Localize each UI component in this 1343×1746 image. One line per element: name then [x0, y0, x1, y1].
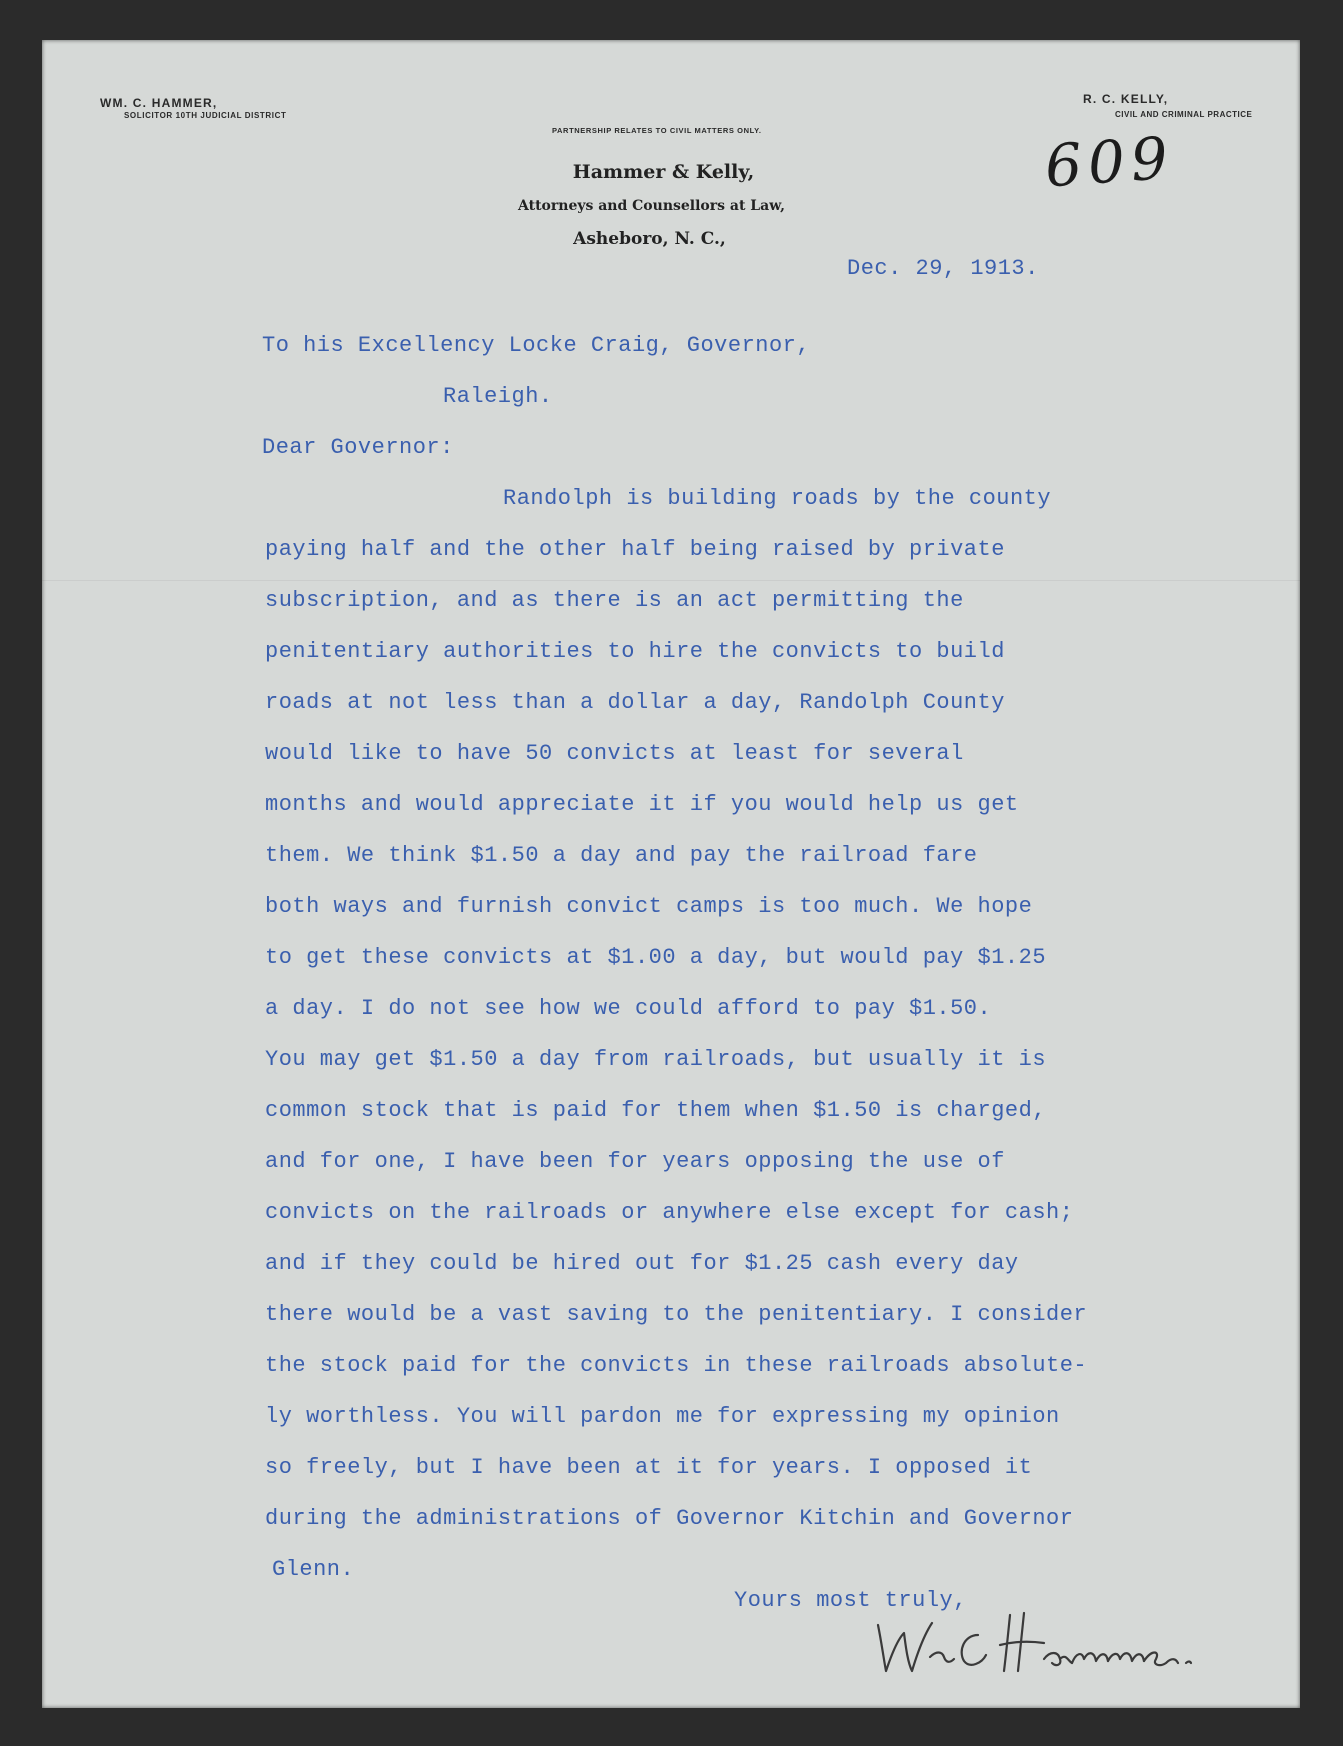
left-partner-title: SOLICITOR 10TH JUDICIAL DISTRICT: [124, 111, 287, 120]
body-line: convicts on the railroads or anywhere else except for cash;: [265, 1200, 1074, 1225]
body-line: roads at not less than a dollar a day, Randolph County: [265, 690, 1005, 715]
body-line: ly worthless. You will pardon me for expressing my opinion: [265, 1404, 1060, 1429]
handwritten-signature: [860, 1605, 1240, 1685]
handwritten-page-number: 609: [1042, 123, 1176, 201]
letter-date: Dec. 29, 1913.: [847, 256, 1039, 281]
firm-city: Asheboro, N. C.,: [573, 229, 726, 249]
body-line: a day. I do not see how we could afford to pay $1.50.: [265, 996, 992, 1021]
body-line: to get these convicts at $1.00 a day, but would pay $1.25: [265, 945, 1047, 970]
body-line: during the administrations of Governor Kitchin and Governor: [265, 1506, 1074, 1531]
body-line: common stock that is paid for them when $1.50 is charged,: [265, 1098, 1047, 1123]
body-line: them. We think $1.50 a day and pay the railroad fare: [265, 843, 978, 868]
letterhead-left: [100, 96, 286, 120]
body-line: so freely, but I have been at it for years. I opposed it: [265, 1455, 1033, 1480]
letterhead-right: [1083, 92, 1252, 119]
address-line-2: Raleigh.: [443, 384, 553, 409]
address-line-1: To his Excellency Locke Craig, Governor,: [262, 333, 811, 358]
left-partner-name: WM. C. HAMMER,: [100, 96, 218, 110]
body-line: penitentiary authorities to hire the convicts to build: [265, 639, 1005, 664]
body-line: Glenn.: [272, 1557, 355, 1582]
paper-fold: [42, 580, 1300, 581]
body-line: months and would appreciate it if you would help us get: [265, 792, 1019, 817]
right-partner-title: CIVIL AND CRIMINAL PRACTICE: [1115, 110, 1253, 119]
salutation: Dear Governor:: [262, 435, 454, 460]
body-line: both ways and furnish convict camps is too much. We hope: [265, 894, 1033, 919]
firm-name: Hammer & Kelly,: [572, 161, 755, 183]
body-line: there would be a vast saving to the penitentiary. I consider: [265, 1302, 1088, 1327]
partnership-note: PARTNERSHIP RELATES TO CIVIL MATTERS ONLY.: [552, 126, 762, 135]
body-line: the stock paid for the convicts in these railroads absolute-: [265, 1353, 1088, 1378]
right-partner-name: R. C. KELLY,: [1083, 92, 1169, 106]
body-line: would like to have 50 convicts at least for several: [265, 741, 964, 766]
firm-title: Attorneys and Counsellors at Law,: [518, 198, 785, 214]
body-line: Randolph is building roads by the county: [503, 486, 1052, 511]
body-line: and if they could be hired out for $1.25 cash every day: [265, 1251, 1019, 1276]
body-line: and for one, I have been for years opposing the use of: [265, 1149, 1005, 1174]
closing: Yours most truly,: [734, 1588, 967, 1613]
body-line: You may get $1.50 a day from railroads, but usually it is: [265, 1047, 1047, 1072]
body-line: subscription, and as there is an act permitting the: [265, 588, 964, 613]
body-line: paying half and the other half being raised by private: [265, 537, 1005, 562]
